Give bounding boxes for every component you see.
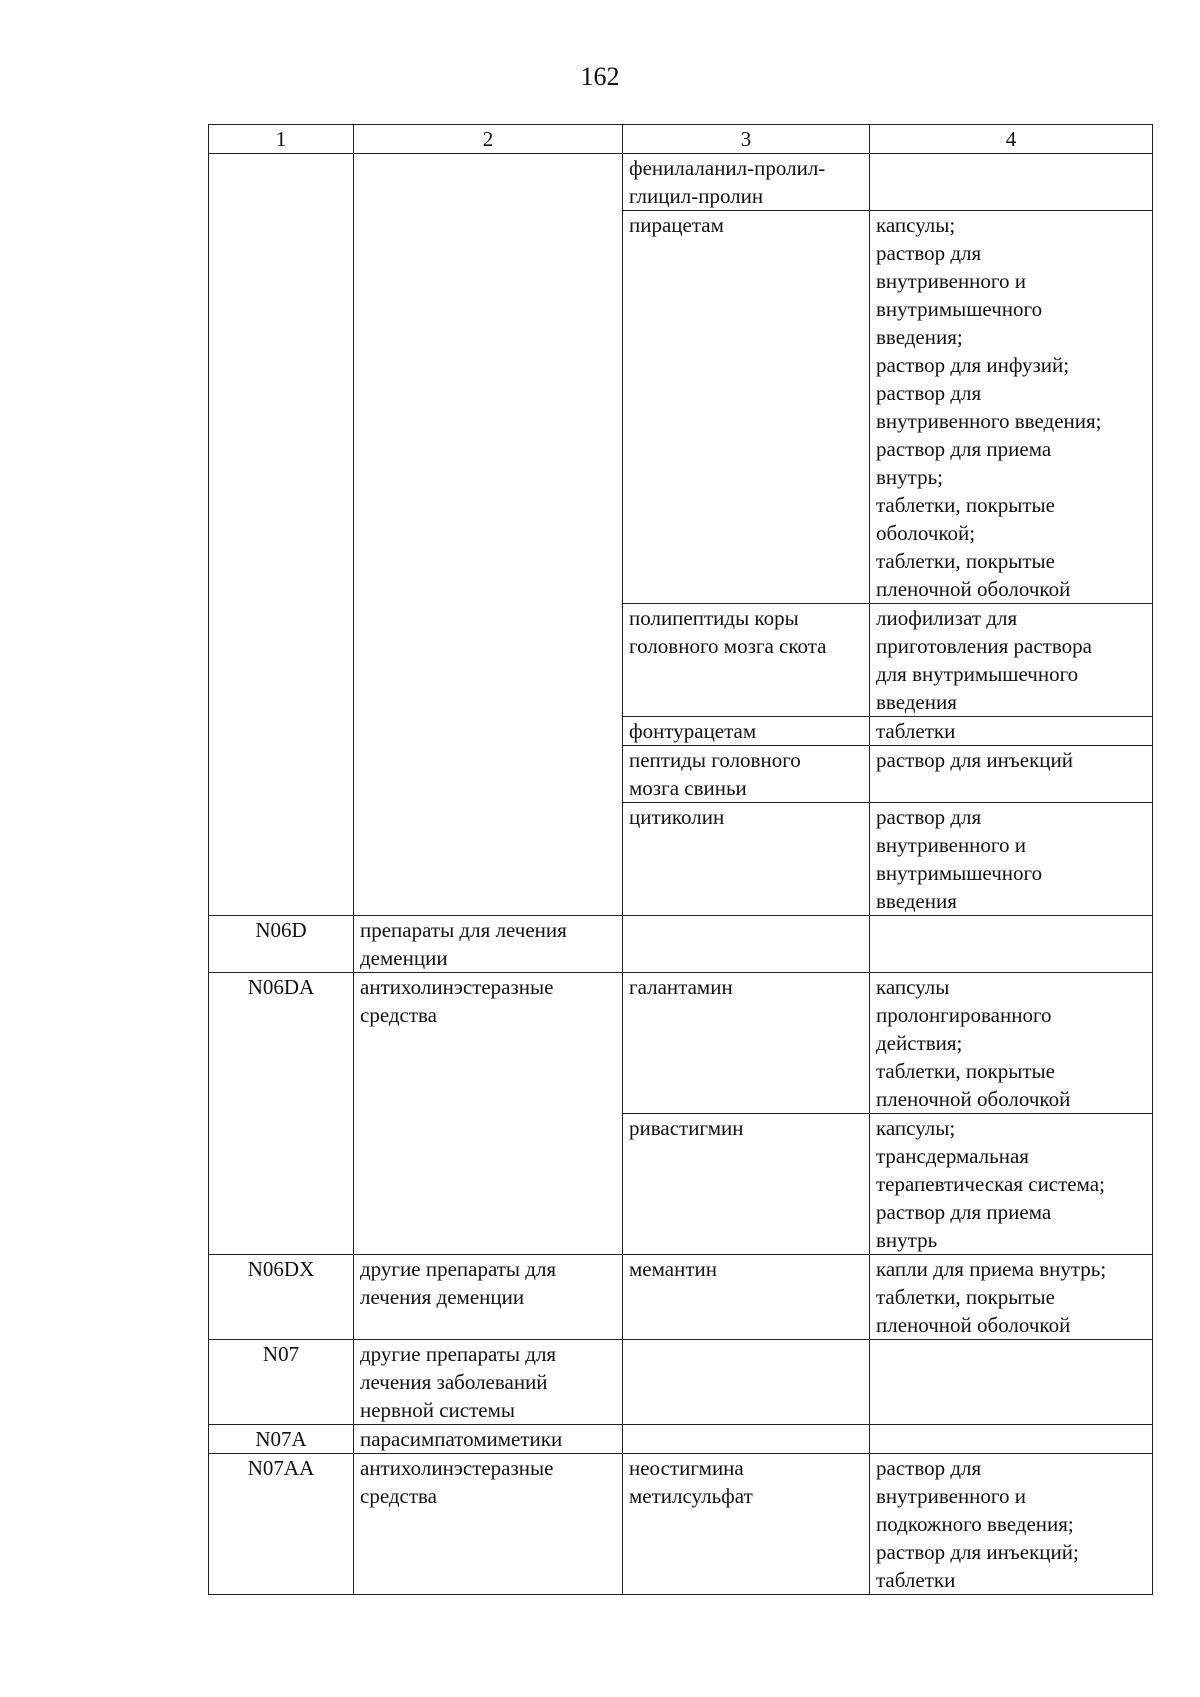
group-cell xyxy=(354,604,623,717)
group-cell: антихолинэстеразные средства xyxy=(354,1454,623,1595)
atc-code-cell: N07A xyxy=(209,1425,354,1454)
atc-code-cell: N06DX xyxy=(209,1255,354,1340)
atc-code-cell xyxy=(209,717,354,746)
table-row xyxy=(209,717,1153,746)
dosage-form-cell xyxy=(870,1425,1153,1454)
atc-code-cell xyxy=(209,1114,354,1255)
table-row xyxy=(209,154,1153,211)
dosage-form-cell: капсулы пролонгированного действия; таблетки, покрытые пленочной оболочкой xyxy=(870,973,1153,1114)
group-cell: антихолинэстеразные средства xyxy=(354,973,623,1114)
dosage-form-cell: таблетки xyxy=(870,717,1153,746)
drug-name-cell: ривастигмин xyxy=(623,1114,870,1255)
drug-name-cell: фонтурацетам xyxy=(623,717,870,746)
column-header: 1 xyxy=(209,125,354,154)
group-cell xyxy=(354,1114,623,1255)
atc-code-cell: N06D xyxy=(209,916,354,973)
page-number: 162 xyxy=(580,62,620,91)
atc-code-cell xyxy=(209,211,354,604)
drug-name-cell xyxy=(623,1425,870,1454)
table-row xyxy=(209,604,1153,717)
atc-code-cell xyxy=(209,803,354,916)
dosage-form-cell: раствор для внутривенного и подкожного введения; раствор для инъекций; таблетки xyxy=(870,1454,1153,1595)
drug-name-cell xyxy=(623,916,870,973)
column-header: 4 xyxy=(870,125,1153,154)
dosage-form-cell xyxy=(870,1340,1153,1425)
table-row xyxy=(209,1255,1153,1340)
drug-name-cell: пептиды головного мозга свиньи xyxy=(623,746,870,803)
dosage-form-cell xyxy=(870,916,1153,973)
drug-name-cell: полипептиды коры головного мозга скота xyxy=(623,604,870,717)
group-cell xyxy=(354,154,623,211)
table-row xyxy=(209,916,1153,973)
dosage-form-cell: лиофилизат для приготовления раствора для внутримышечного введения xyxy=(870,604,1153,717)
table-row xyxy=(209,1340,1153,1425)
table-row xyxy=(209,1114,1153,1255)
atc-code-cell xyxy=(209,154,354,211)
atc-code-cell: N07 xyxy=(209,1340,354,1425)
table-row xyxy=(209,973,1153,1114)
column-header: 2 xyxy=(354,125,623,154)
dosage-form-cell xyxy=(870,154,1153,211)
drug-name-cell xyxy=(623,1340,870,1425)
table-row xyxy=(209,746,1153,803)
atc-code-cell xyxy=(209,604,354,717)
group-cell xyxy=(354,211,623,604)
dosage-form-cell: раствор для внутривенного и внутримышечного введения xyxy=(870,803,1153,916)
drug-name-cell: пирацетам xyxy=(623,211,870,604)
table-row xyxy=(209,803,1153,916)
dosage-form-cell: капсулы; раствор для внутривенного и внутримышечного введения; раствор для инфузий; раствор для внутривенного введения; раствор для приема внутрь; таблетки, покрытые оболочкой; таблетки, покрытые пленочной оболочкой xyxy=(870,211,1153,604)
table-header-row xyxy=(209,125,1153,154)
atc-code-cell: N06DA xyxy=(209,973,354,1114)
atc-code-cell: N07AA xyxy=(209,1454,354,1595)
table-row xyxy=(209,1454,1153,1595)
drug-name-cell: фенилаланил-пролил- глицил-пролин xyxy=(623,154,870,211)
group-cell: препараты для лечения деменции xyxy=(354,916,623,973)
group-cell: другие препараты для лечения деменции xyxy=(354,1255,623,1340)
table-row xyxy=(209,1425,1153,1454)
drug-table xyxy=(208,124,1153,1595)
group-cell: парасимпатомиметики xyxy=(354,1425,623,1454)
group-cell xyxy=(354,803,623,916)
dosage-form-cell: капсулы; трансдермальная терапевтическая система; раствор для приема внутрь xyxy=(870,1114,1153,1255)
drug-name-cell: мемантин xyxy=(623,1255,870,1340)
table-body xyxy=(209,154,1153,1595)
drug-name-cell: галантамин xyxy=(623,973,870,1114)
dosage-form-cell: капли для приема внутрь; таблетки, покрытые пленочной оболочкой xyxy=(870,1255,1153,1340)
column-header: 3 xyxy=(623,125,870,154)
table-row xyxy=(209,211,1153,604)
group-cell: другие препараты для лечения заболеваний нервной системы xyxy=(354,1340,623,1425)
dosage-form-cell: раствор для инъекций xyxy=(870,746,1153,803)
group-cell xyxy=(354,717,623,746)
atc-code-cell xyxy=(209,746,354,803)
drug-name-cell: неостигмина метилсульфат xyxy=(623,1454,870,1595)
group-cell xyxy=(354,746,623,803)
drug-name-cell: цитиколин xyxy=(623,803,870,916)
